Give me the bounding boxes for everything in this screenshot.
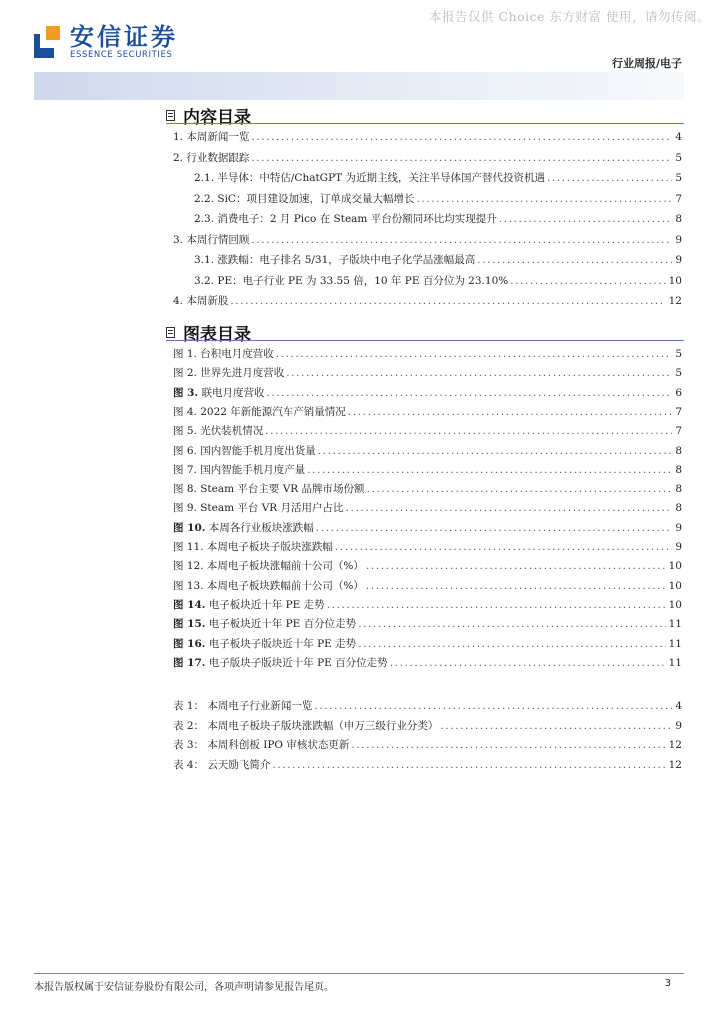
figure-entry[interactable]	[173, 403, 682, 421]
entry-page-number: 6	[675, 386, 682, 399]
dot-leader	[272, 756, 665, 774]
document-icon	[166, 327, 175, 338]
dot-leader	[416, 190, 672, 208]
toc-entry[interactable]	[194, 251, 682, 269]
entry-label	[194, 251, 477, 269]
entry-page-number: 8	[675, 502, 682, 515]
figure-entry[interactable]	[173, 480, 682, 498]
entry-page-number: 9	[675, 719, 682, 732]
toc-entry[interactable]	[194, 210, 682, 228]
entry-label	[173, 442, 318, 460]
footer-page-number: 3	[664, 978, 671, 989]
figure-title: 电子板块近十年 PE 走势	[208, 598, 325, 611]
figures-title-text: 图表目录	[183, 325, 251, 345]
figure-title: 本周电子板块跌幅前十公司（%）	[206, 579, 364, 592]
figure-title: 本周电子板块子版块涨跌幅	[206, 541, 333, 553]
dot-leader	[477, 251, 672, 269]
entry-label	[173, 697, 314, 715]
toc-entry[interactable]	[173, 149, 682, 167]
entry-label	[173, 149, 251, 167]
figure-entry[interactable]	[173, 596, 682, 614]
figure-number: 图 17.	[173, 656, 206, 669]
toc-entry-text: 3.1. 涨跌幅：电子排名 5/31，子版块中电子化学品涨幅最高	[194, 254, 476, 266]
toc-entry-text: 1. 本周新闻一览	[173, 131, 250, 143]
header-band	[34, 72, 684, 100]
figure-title: Steam 平台主要 VR 品牌市场份额	[200, 483, 365, 496]
table-number: 表 3：	[173, 739, 205, 751]
dot-leader	[499, 210, 673, 228]
dot-leader	[230, 292, 665, 310]
figure-number: 图 16.	[173, 637, 206, 650]
figure-entry[interactable]	[173, 499, 682, 517]
figure-entry[interactable]	[173, 461, 682, 479]
toc-entry-text: 2.2. SiC：项目建设加速，订单成交量大幅增长	[194, 192, 415, 205]
entry-page-number: 5	[675, 367, 682, 380]
entry-label	[173, 519, 316, 537]
entry-page-number: 12	[668, 295, 682, 307]
figure-entry[interactable]	[173, 615, 682, 633]
dot-leader	[351, 736, 665, 754]
figure-entry[interactable]	[173, 345, 682, 363]
entry-page-number: 8	[675, 444, 682, 457]
figure-number: 图 14.	[173, 598, 206, 611]
entry-page-number: 7	[675, 425, 682, 438]
figure-number: 图 4.	[173, 405, 197, 418]
toc-entry-text: 2.1. 半导体：中特估/ChatGPT 为近期主线，关注半导体国产替代投资机遇	[194, 172, 545, 184]
figure-number: 图 11.	[173, 541, 204, 553]
dot-leader	[307, 461, 672, 479]
entry-label	[173, 756, 272, 774]
entry-page-number: 5	[675, 151, 682, 164]
entry-label	[173, 577, 366, 595]
entry-label	[173, 717, 440, 735]
entry-label	[173, 403, 348, 421]
table-number: 表 2：	[173, 719, 205, 732]
entry-page-number: 11	[668, 656, 682, 669]
dot-leader	[366, 557, 666, 575]
figure-entry[interactable]	[173, 635, 682, 653]
dot-leader	[251, 231, 672, 249]
figure-number: 图 12.	[173, 560, 204, 573]
figure-entry[interactable]	[173, 557, 682, 575]
dot-leader	[348, 403, 673, 421]
table-title: 云天励飞简介	[207, 758, 271, 771]
table-entry[interactable]	[173, 717, 682, 735]
table-number: 表 4：	[173, 758, 205, 771]
entry-page-number: 10	[668, 579, 682, 592]
entry-page-number: 11	[668, 637, 682, 650]
figure-title: 2022 年新能源汽车产销量情况	[200, 405, 346, 418]
entry-page-number: 8	[675, 483, 682, 496]
figure-entry[interactable]	[173, 384, 682, 402]
dot-leader	[346, 499, 673, 517]
figure-number: 图 13.	[173, 579, 204, 592]
entry-label	[173, 596, 327, 614]
figure-title: 联电月度营收	[201, 386, 265, 399]
figure-title: 电子板块子版块近十年 PE 走势	[208, 637, 357, 650]
logo	[34, 24, 178, 61]
dot-leader	[265, 422, 672, 440]
toc-entry-text: 3. 本周行情回顾	[173, 233, 250, 246]
entry-page-number: 7	[675, 192, 682, 205]
entry-page-number: 9	[675, 521, 682, 534]
entry-label	[173, 480, 367, 498]
figure-number: 图 5.	[173, 425, 197, 438]
dot-leader	[266, 384, 672, 402]
entry-label	[173, 345, 276, 363]
figure-entry[interactable]	[173, 364, 682, 382]
figure-title: 世界先进月度营收	[200, 367, 285, 380]
toc-title	[166, 103, 251, 128]
figure-entry[interactable]	[173, 519, 682, 537]
dot-leader	[367, 480, 673, 498]
entry-page-number: 10	[668, 560, 682, 573]
dot-leader	[440, 717, 672, 735]
dot-leader	[547, 169, 672, 187]
entry-page-number: 8	[675, 213, 682, 225]
logo-name-cn: 安信证券	[70, 23, 178, 51]
footer-rule	[34, 973, 684, 974]
entry-page-number: 12	[668, 739, 682, 751]
entry-label	[194, 210, 499, 228]
dot-leader	[510, 272, 665, 290]
entry-label	[173, 615, 358, 633]
figure-title: 本周电子板块涨幅前十公司（%）	[206, 560, 364, 573]
toc-entry[interactable]	[194, 169, 682, 187]
toc-entry-text: 2.3. 消费电子：2 月 Pico 在 Steam 平台份额同环比均实现提升	[194, 213, 497, 225]
figure-number: 图 3.	[173, 386, 199, 399]
figure-number: 图 7.	[173, 463, 197, 476]
figure-entry[interactable]	[173, 442, 682, 460]
toc-entry-text: 4. 本周新股	[173, 295, 229, 307]
toc-entry[interactable]	[173, 231, 682, 249]
dot-leader	[276, 345, 673, 363]
dot-leader	[314, 697, 672, 715]
figure-number: 图 15.	[173, 618, 206, 631]
entry-page-number: 9	[675, 541, 682, 553]
dot-leader	[251, 149, 672, 167]
entry-label	[173, 654, 390, 672]
logo-name-en: ESSENCE SECURITIES	[70, 50, 173, 60]
entry-page-number: 9	[675, 233, 682, 246]
toc-entry[interactable]	[173, 128, 682, 146]
entry-page-number: 11	[668, 618, 682, 631]
entry-label	[194, 272, 510, 290]
figure-title: 台积电月度营收	[200, 348, 274, 360]
table-entry[interactable]	[173, 697, 682, 715]
entry-label	[173, 128, 251, 146]
entry-page-number: 8	[675, 463, 682, 476]
toc-entry-text: 2. 行业数据跟踪	[173, 151, 250, 164]
figure-title: 国内智能手机月度出货量	[200, 444, 316, 457]
entry-page-number: 5	[675, 348, 682, 360]
figure-number: 图 10.	[173, 521, 206, 534]
figure-entry[interactable]	[173, 538, 682, 556]
figure-title: 本周各行业板块涨跌幅	[208, 521, 314, 534]
dot-leader	[327, 596, 666, 614]
entry-label	[173, 538, 335, 556]
dot-leader	[335, 538, 672, 556]
table-entry[interactable]	[173, 736, 682, 754]
toc-title-text: 内容目录	[183, 108, 251, 128]
footer-disclaimer: 本报告版权属于安信证券股份有限公司，各项声明请参见报告尾页。	[34, 982, 334, 993]
dot-leader	[358, 635, 665, 653]
entry-label	[173, 364, 286, 382]
table-number: 表 1：	[173, 700, 205, 712]
table-entry[interactable]	[173, 756, 682, 774]
entry-page-number: 9	[675, 254, 682, 266]
entry-label	[173, 635, 358, 653]
figure-entry[interactable]	[173, 654, 682, 672]
entry-label	[173, 499, 346, 517]
figures-title	[166, 320, 251, 345]
logo-mark-icon	[34, 26, 62, 60]
figures-title-rule	[166, 340, 684, 341]
entry-page-number: 12	[668, 758, 682, 771]
dot-leader	[366, 577, 666, 595]
toc-entry[interactable]	[194, 190, 682, 208]
toc-entry-text: 3.2. PE：电子行业 PE 为 33.55 倍，10 年 PE 百分位为 23.10%	[194, 274, 509, 287]
figure-number: 图 8.	[173, 483, 197, 496]
entry-page-number: 4	[675, 700, 682, 712]
report-type: 行业周报/电子	[611, 57, 682, 70]
entry-label	[173, 292, 230, 310]
figure-entry[interactable]	[173, 422, 682, 440]
entry-label	[194, 169, 547, 187]
dot-leader	[390, 654, 666, 672]
toc-entry[interactable]	[194, 272, 682, 290]
entry-label	[173, 231, 251, 249]
figure-number: 图 2.	[173, 367, 197, 380]
dot-leader	[286, 364, 672, 382]
figure-number: 图 1.	[173, 348, 197, 360]
entry-label	[194, 190, 416, 208]
entry-page-number: 10	[668, 598, 682, 611]
figure-number: 图 6.	[173, 444, 197, 457]
entry-page-number: 5	[675, 172, 682, 184]
toc-title-rule	[166, 123, 684, 124]
entry-label	[173, 461, 307, 479]
figure-entry[interactable]	[173, 577, 682, 595]
figure-number: 图 9.	[173, 502, 197, 515]
dot-leader	[251, 128, 672, 146]
entry-page-number: 7	[675, 405, 682, 418]
entry-page-number: 4	[675, 131, 682, 143]
entry-label	[173, 422, 265, 440]
table-title: 本周电子行业新闻一览	[207, 700, 313, 712]
figure-title: 国内智能手机月度产量	[200, 463, 306, 476]
table-title: 本周电子板块子版块涨跌幅（申万三级行业分类）	[207, 719, 439, 732]
table-title: 本周科创板 IPO 审核状态更新	[207, 739, 350, 751]
figure-title: Steam 平台 VR 月活用户占比	[200, 502, 344, 515]
dot-leader	[318, 442, 673, 460]
entry-page-number: 10	[668, 274, 682, 287]
toc-entry[interactable]	[173, 292, 682, 310]
entry-label	[173, 384, 266, 402]
figure-title: 光伏装机情况	[200, 425, 264, 438]
document-icon	[166, 110, 175, 121]
entry-label	[173, 557, 366, 575]
figure-title: 电子版块子版块近十年 PE 百分位走势	[208, 656, 388, 669]
figure-title: 电子板块近十年 PE 百分位走势	[208, 618, 357, 631]
dot-leader	[316, 519, 673, 537]
entry-label	[173, 736, 351, 754]
dot-leader	[358, 615, 665, 633]
watermark: 本报告仅供 Choice 东方财富 使用，请勿传阅。	[429, 9, 710, 24]
